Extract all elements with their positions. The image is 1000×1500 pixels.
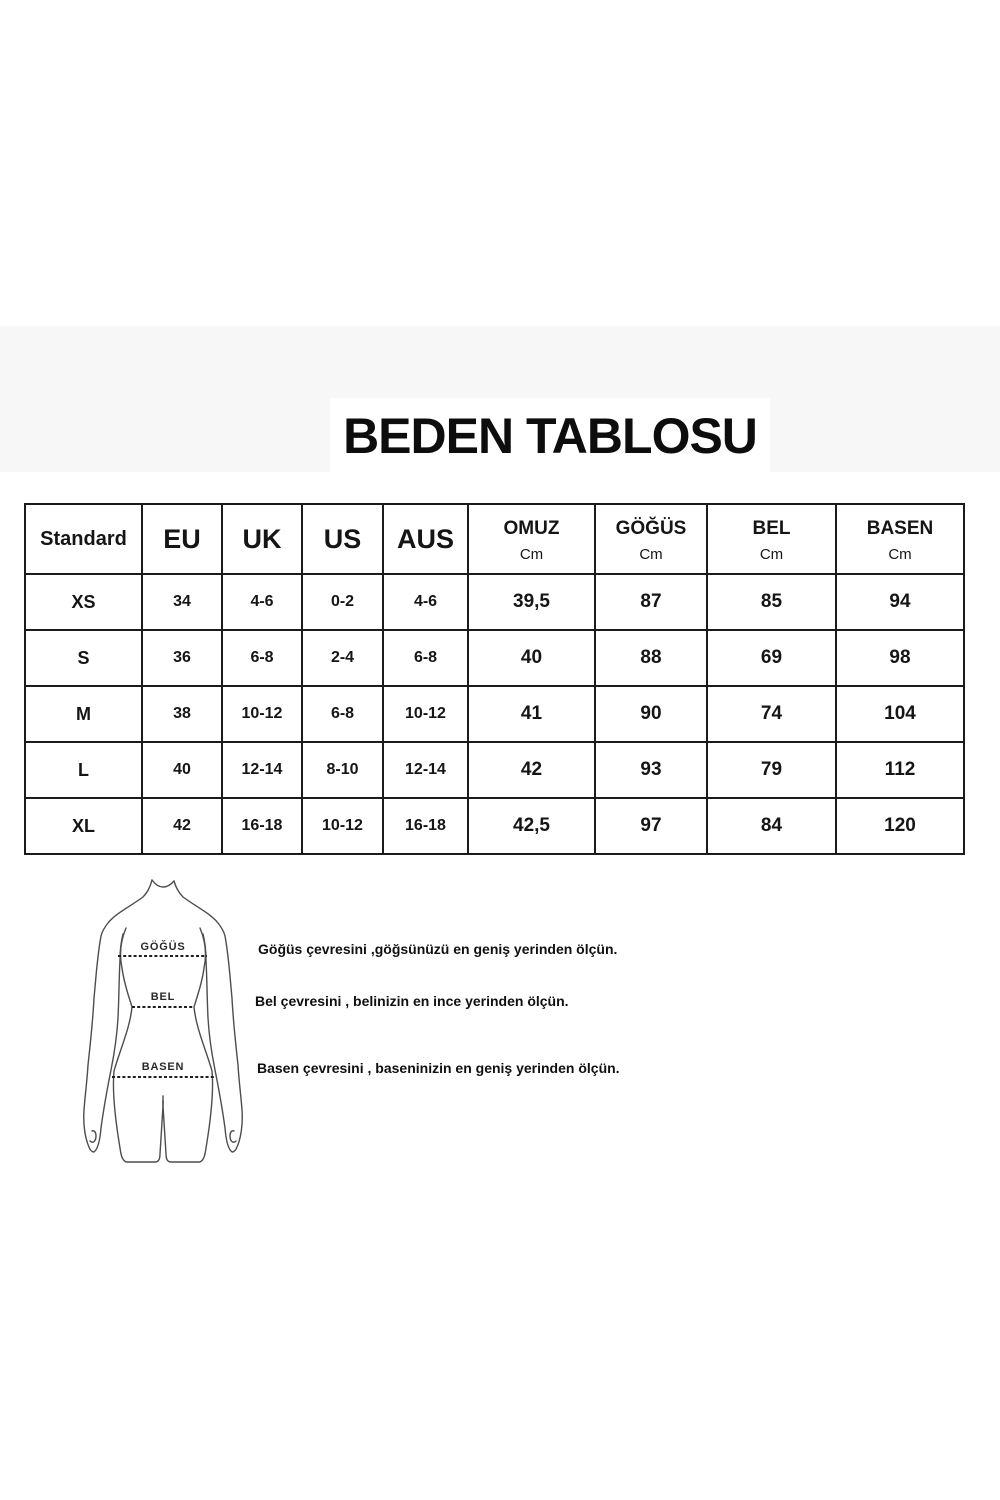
col-header-omuz-label: OMUZ	[503, 517, 560, 539]
cell-basen: 120	[836, 798, 964, 854]
cell-eu: 40	[142, 742, 222, 798]
cell-omuz: 42,5	[468, 798, 595, 854]
body-torso-right	[163, 928, 213, 1162]
col-header-gogus	[595, 504, 707, 574]
cell-gogus: 93	[595, 742, 707, 798]
size-table	[24, 503, 965, 855]
cell-aus: 10-12	[383, 686, 468, 742]
cell-eu: 38	[142, 686, 222, 742]
cell-bel: 84	[707, 798, 836, 854]
unit-label: Cm	[639, 545, 663, 563]
cell-uk: 4-6	[222, 574, 302, 630]
cell-us: 6-8	[302, 686, 383, 742]
cell-basen: 94	[836, 574, 964, 630]
figure-label-bel: BEL	[150, 991, 176, 1003]
figure-label-gogus: GÖĞÜS	[140, 941, 186, 953]
col-header-gogus-label: GÖĞÜS	[615, 517, 687, 539]
cell-bel: 74	[707, 686, 836, 742]
cell-basen: 104	[836, 686, 964, 742]
cell-eu: 36	[142, 630, 222, 686]
col-header-standard: Standard	[25, 504, 142, 574]
body-outline-right	[174, 881, 242, 1152]
cell-omuz: 40	[468, 630, 595, 686]
cell-gogus: 97	[595, 798, 707, 854]
cell-aus: 4-6	[383, 574, 468, 630]
unit-label: Cm	[888, 545, 912, 563]
instruction-gogus: Göğüs çevresini ,göğsünüzü en geniş yerinden ölçün.	[258, 941, 618, 957]
cell-bel: 85	[707, 574, 836, 630]
col-header-omuz	[468, 504, 595, 574]
cell-aus: 16-18	[383, 798, 468, 854]
right-hand-curl	[230, 1131, 236, 1142]
cell-gogus: 88	[595, 630, 707, 686]
cell-omuz: 39,5	[468, 574, 595, 630]
table-row	[25, 574, 964, 630]
cell-standard: XL	[25, 798, 142, 854]
cell-standard: M	[25, 686, 142, 742]
cell-aus: 12-14	[383, 742, 468, 798]
col-header-aus: AUS	[383, 504, 468, 574]
instruction-bel: Bel çevresini , belinizin en ince yerinden ölçün.	[255, 993, 569, 1009]
cell-standard: XS	[25, 574, 142, 630]
cell-gogus: 87	[595, 574, 707, 630]
header-row	[25, 504, 964, 574]
table-row	[25, 798, 964, 854]
page-title: BEDEN TABLOSU	[343, 408, 757, 464]
col-header-us: US	[302, 504, 383, 574]
table-row	[25, 686, 964, 742]
body-torso-left	[113, 928, 163, 1162]
left-hand-curl	[90, 1131, 96, 1142]
cell-omuz: 41	[468, 686, 595, 742]
instruction-basen: Basen çevresini , baseninizin en geniş yerinden ölçün.	[257, 1060, 620, 1076]
body-outline-left	[84, 880, 152, 1152]
cell-uk: 10-12	[222, 686, 302, 742]
cell-bel: 69	[707, 630, 836, 686]
table-row	[25, 742, 964, 798]
title-plate	[330, 398, 770, 474]
figure-label-basen: BASEN	[141, 1061, 185, 1073]
col-header-basen	[836, 504, 964, 574]
col-header-eu: EU	[142, 504, 222, 574]
cell-us: 8-10	[302, 742, 383, 798]
col-header-bel-label: BEL	[752, 517, 791, 539]
cell-uk: 16-18	[222, 798, 302, 854]
unit-label: Cm	[519, 545, 544, 563]
cell-uk: 6-8	[222, 630, 302, 686]
col-header-bel	[707, 504, 836, 574]
cell-uk: 12-14	[222, 742, 302, 798]
cell-standard: S	[25, 630, 142, 686]
cell-omuz: 42	[468, 742, 595, 798]
cell-eu: 42	[142, 798, 222, 854]
cell-us: 2-4	[302, 630, 383, 686]
cell-gogus: 90	[595, 686, 707, 742]
body-figure-diagram	[60, 870, 320, 1170]
cell-standard: L	[25, 742, 142, 798]
col-header-basen-label: BASEN	[866, 517, 934, 539]
cell-us: 10-12	[302, 798, 383, 854]
cell-us: 0-2	[302, 574, 383, 630]
cell-bel: 79	[707, 742, 836, 798]
table-row	[25, 630, 964, 686]
body-neckline	[152, 880, 174, 887]
cell-basen: 112	[836, 742, 964, 798]
cell-basen: 98	[836, 630, 964, 686]
cell-eu: 34	[142, 574, 222, 630]
cell-aus: 6-8	[383, 630, 468, 686]
unit-label: Cm	[759, 545, 784, 563]
col-header-uk: UK	[222, 504, 302, 574]
